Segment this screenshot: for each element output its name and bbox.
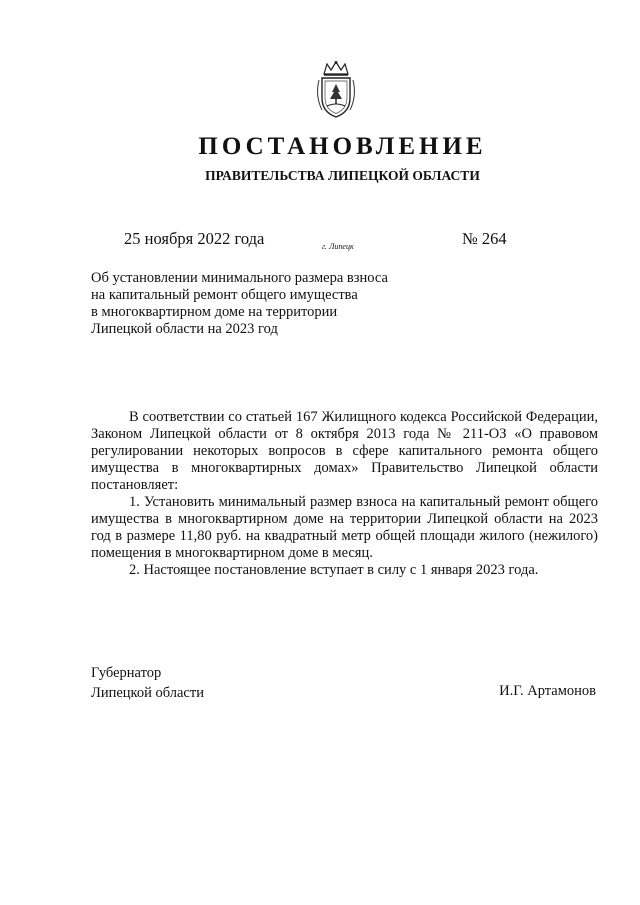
document-body [91, 409, 598, 579]
document-subtitle: ПРАВИТЕЛЬСТВА ЛИПЕЦКОЙ ОБЛАСТИ [205, 168, 480, 183]
signature-role [91, 663, 204, 703]
subject-line: на капитальный ремонт общего имущества [91, 287, 358, 303]
body-item-1: 1. Установить минимальный размер взноса на капитальный ремонт общего имущества в многоквартирном доме на территории Липецкой области на 2023 год в размере 11,80 руб. на квадратный метр общей площади жилого (нежилого) помещения в многоквартирном доме в месяц. [91, 494, 598, 561]
document-date: 25 ноября 2022 года [124, 229, 265, 248]
signature-role-line: Липецкой области [91, 685, 204, 701]
coat-of-arms-icon [314, 60, 358, 120]
body-intro-paragraph: В соответствии со статьей 167 Жилищного кодекса Российской Федерации, Законом Липецкой области от 8 октября 2013 года № 211-ОЗ «О правовом регулировании некоторых вопросов в сфере капитального ремонта общего имущества в многоквартирных домах» Правительство Липецкой области постановляет: [91, 409, 598, 493]
subject-line: Об установлении минимального размера взноса [91, 270, 388, 286]
document-title: ПОСТАНОВЛЕНИЕ [198, 133, 487, 160]
document-subject [91, 270, 431, 338]
subject-line: в многоквартирном доме на территории [91, 304, 338, 320]
signature-name: И.Г. Артамонов [499, 683, 596, 699]
document-number: № 264 [462, 229, 507, 248]
signature-role-line: Губернатор [91, 665, 162, 681]
document-city: г. Липецк [322, 242, 354, 251]
subject-line: Липецкой области на 2023 год [91, 321, 278, 337]
body-item-2: 2. Настоящее постановление вступает в силу с 1 января 2023 года. [129, 562, 539, 578]
